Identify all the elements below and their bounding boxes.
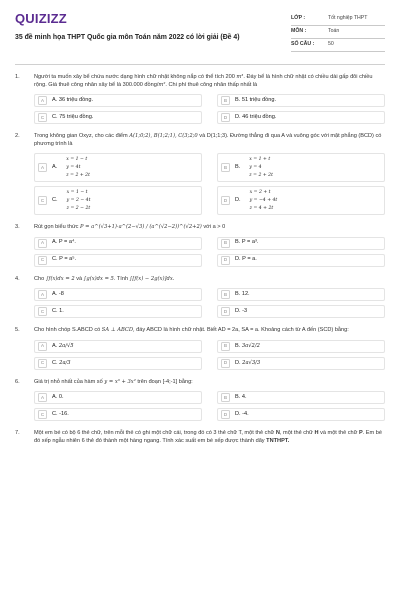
question-number: 1. [15, 74, 20, 80]
option-c[interactable]: C C. 75 triệu đồng. [34, 111, 202, 124]
option-letter: C [38, 113, 47, 122]
meta-value: Tốt nghiệp THPT [328, 15, 368, 22]
question-body [34, 430, 385, 445]
option-letter: D [221, 196, 230, 205]
option-letter: C [38, 196, 47, 205]
option-letter: D [221, 256, 230, 265]
meta-box [291, 13, 385, 52]
option-b[interactable]: B B. x = 1 + t y = 4 z = 2 + 2t [217, 153, 385, 182]
question-6 [15, 379, 385, 422]
option-b[interactable]: B B. 4. [217, 391, 385, 404]
option-letter: C [38, 307, 47, 316]
question-text: Người ta muốn xây bể chứa nước dạng hình chữ nhật không nắp có thể tích 200 m³. Đáy bể là hình chữ nhật có chiều dài gấp đôi chiều rộng. Giá thuê công nhân xây bể là 300.000 đồng/m². Chi phí thuê công nhân thấp nhất là [34, 74, 373, 88]
question-number: 4. [15, 275, 20, 282]
option-c[interactable]: C C. x = 1 − t y = 2 − 4t z = 2 − 2t [34, 186, 202, 215]
question-5 [15, 327, 385, 370]
option-letter: D [221, 307, 230, 316]
question-number: 7. [15, 430, 20, 437]
option-letter: D [221, 359, 230, 368]
question-text: Một em bé có bộ 6 thẻ chữ, trên mỗi thẻ có ghi một chữ cái, trong đó có 3 thẻ chữ T, một thẻ chữ N, một thẻ chữ H và một thẻ chữ P. Em bé đó xếp ngẫu nhiên 6 thẻ đó thành một hàng ngang. Tính xác suất em bé xếp được thành dãy TNTHPT. [34, 430, 382, 444]
equation-system: x = 2 + t y = −4 + 4t z = 4 + 2t [249, 189, 278, 211]
options [34, 340, 385, 370]
option-b[interactable]: B B. 12. [217, 288, 385, 301]
question-body [34, 224, 385, 267]
question-text: Giá trị nhỏ nhất của hàm số y = x³ + 3x² trên đoạn [-4;-1] bằng: [34, 378, 193, 385]
option-d[interactable]: D D. x = 2 + t y = −4 + 4t z = 4 + 2t [217, 186, 385, 215]
option-letter: B [221, 96, 230, 105]
options [34, 237, 385, 267]
option-letter: C [38, 359, 47, 368]
question-text: Rút gọn biểu thức P = a^(√3+1)·a^(2−√3) / (a^(√2−2))^(√2+2) với a > 0 [34, 224, 226, 231]
question-text: Trong không gian Oxyz, cho các điểm A(1;0;2), B(1;2;1), C(3;2;0 và D(1;1;3). Đường thẳng đi qua A và vuông góc với mặt phẳng (BCD) có phương trình là [34, 133, 382, 147]
meta-value: Toán [328, 28, 340, 35]
question-body [34, 276, 385, 319]
question-3 [15, 224, 385, 267]
option-letter: A [38, 96, 47, 105]
option-b[interactable]: B B. P = a³. [217, 237, 385, 250]
equation-system: x = 1 − t y = 4t z = 2 + 2t [66, 156, 90, 178]
option-letter: A [38, 163, 47, 172]
option-letter: A [38, 393, 47, 402]
question-1 [15, 74, 385, 124]
question-7 [15, 430, 385, 445]
option-letter: A [38, 239, 47, 248]
equation-system: x = 1 − t y = 2 − 4t z = 2 − 2t [66, 189, 91, 211]
options [34, 153, 385, 215]
option-letter: D [221, 113, 230, 122]
option-letter: B [221, 342, 230, 351]
option-a[interactable]: A A. -8 [34, 288, 202, 301]
question-number: 6. [15, 378, 20, 385]
meta-row-count [291, 39, 385, 52]
option-b[interactable]: B B. 51 triệu đồng. [217, 94, 385, 107]
option-letter: D [221, 410, 230, 419]
option-letter: A [38, 342, 47, 351]
meta-label: MÔN : [291, 28, 307, 35]
option-letter: B [221, 163, 230, 172]
option-c[interactable]: C C. 1. [34, 305, 202, 318]
option-d[interactable]: D D. 46 triệu đồng. [217, 111, 385, 124]
option-a[interactable]: A A. 0. [34, 391, 202, 404]
option-c[interactable]: C C. 2a/3 [34, 357, 202, 370]
option-a[interactable]: A A. 36 triệu đồng. [34, 94, 202, 107]
option-d[interactable]: D D. P = a. [217, 254, 385, 267]
option-d[interactable]: D D. 2a√3/3 [217, 357, 385, 370]
meta-row-subject [291, 26, 385, 39]
question-4 [15, 276, 385, 319]
question-number: 2. [15, 133, 20, 140]
question-body [34, 379, 385, 422]
option-c[interactable]: C C. P = a⁵. [34, 254, 202, 267]
option-letter: A [38, 290, 47, 299]
quizizz-logo: QUIZIZZ [15, 11, 67, 26]
option-d[interactable]: D D. -3 [217, 305, 385, 318]
option-b[interactable]: B B. 3a√2/2 [217, 340, 385, 353]
header [15, 0, 385, 52]
meta-label: LỚP : [291, 15, 306, 22]
question-number: 3. [15, 224, 20, 231]
options [34, 391, 385, 421]
question-text: Cho hình chóp S.ABCD có SA ⊥ ABCD, đáy ABCD là hình chữ nhật. Biết AD = 2a, SA = a. Khoảng cách từ A đến (SCD) bằng: [34, 327, 349, 334]
header-left [15, 12, 240, 52]
option-letter: B [221, 239, 230, 248]
options [34, 288, 385, 318]
meta-row-class [291, 13, 385, 26]
option-letter: B [221, 290, 230, 299]
option-letter: C [38, 256, 47, 265]
document-title: 35 đề minh họa THPT Quốc gia môn Toán năm 2022 có lời giải (Đề 4) [15, 34, 240, 41]
question-body [34, 327, 385, 370]
question-number: 5. [15, 327, 20, 334]
header-divider [15, 64, 385, 65]
options [34, 94, 385, 124]
question-2 [15, 133, 385, 215]
option-a[interactable]: A A. 2a/√5 [34, 340, 202, 353]
meta-label: SỐ CÂU : [291, 41, 315, 48]
option-a[interactable]: A A. P = a⁴. [34, 237, 202, 250]
option-d[interactable]: D D. -4. [217, 408, 385, 421]
question-text: Cho ∫f(x)dx = 2 và ∫g(x)dx = 5. Tính ∫[f(x) − 2g(x)]dx. [34, 275, 175, 282]
equation-system: x = 1 + t y = 4 z = 2 + 2t [249, 156, 273, 178]
question-body [34, 133, 385, 215]
meta-value: 50 [328, 41, 334, 48]
option-c[interactable]: C C. -16. [34, 408, 202, 421]
question-body [34, 74, 385, 124]
option-letter: B [221, 393, 230, 402]
option-letter: C [38, 410, 47, 419]
option-a[interactable]: A A. x = 1 − t y = 4t z = 2 + 2t [34, 153, 202, 182]
